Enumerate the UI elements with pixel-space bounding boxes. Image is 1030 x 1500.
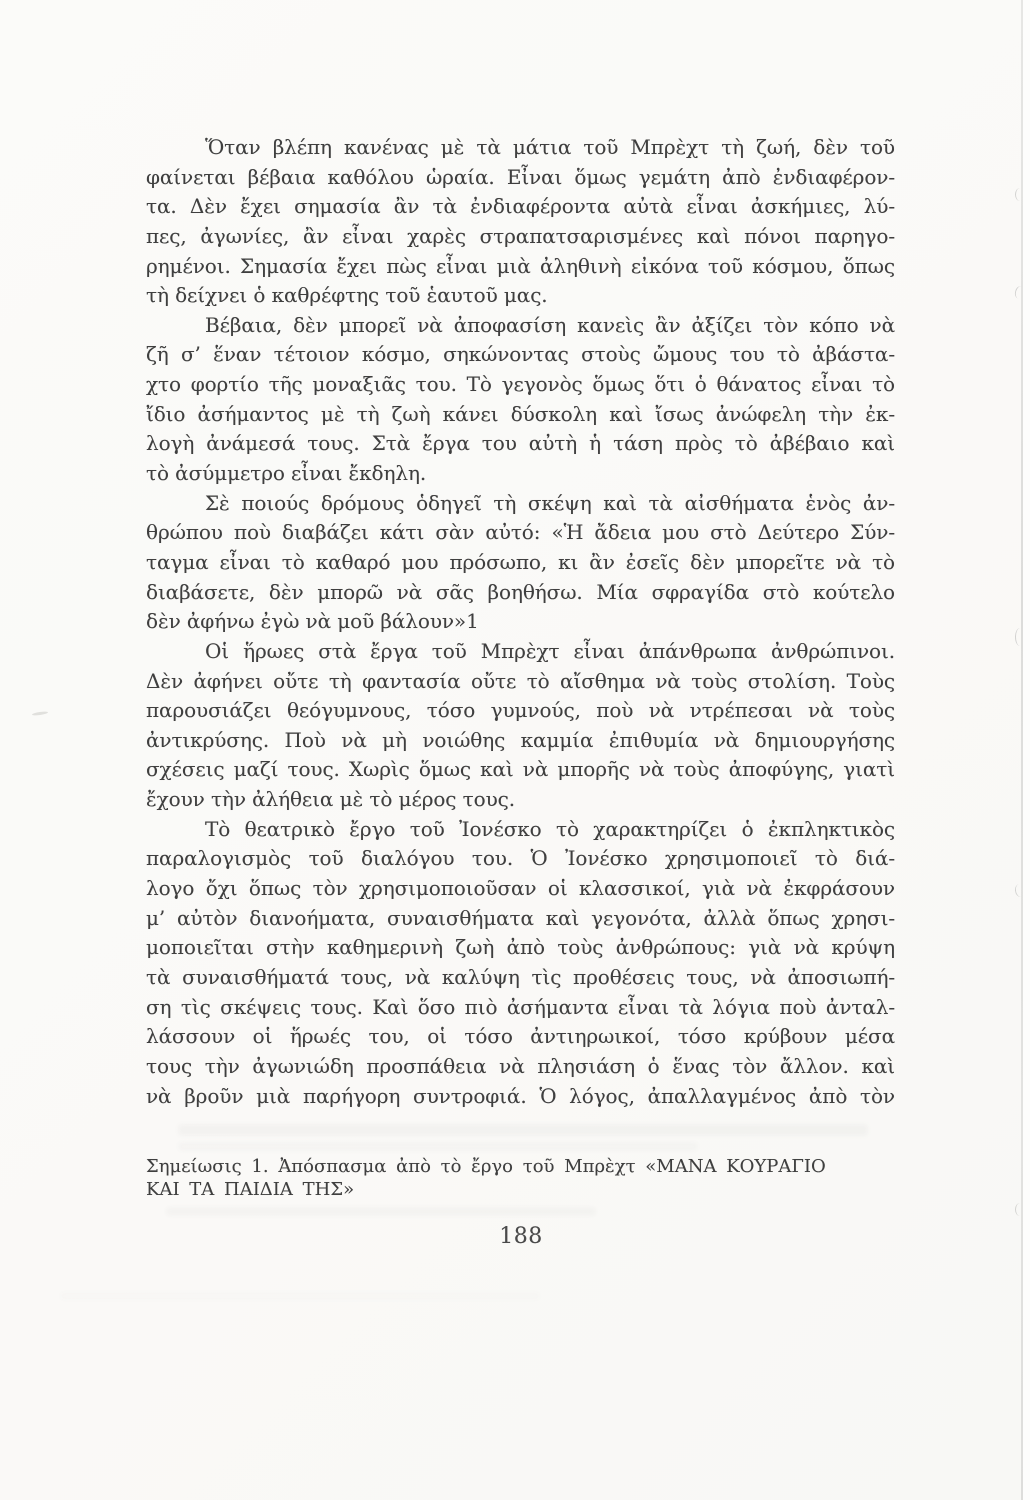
text-line: παρουσιάζει θεόγυμνους, τόσο γυμνούς, ποὺ νὰ ντρέπεσαι νὰ τοὺς (146, 698, 895, 723)
scan-edge-mark (1015, 188, 1025, 201)
text-line: ἴδιο ἀσήμαντος μὲ τὴ ζωὴ κάνει δύσκολη καὶ ἴσως ἀνώφελη τὴν ἐκ- (146, 401, 895, 426)
text-line: ρημένοι. Σημασία ἔχει πὼς εἶναι μιὰ ἀληθινὴ εἰκόνα τοῦ κόσμου, ὅπως (146, 253, 895, 278)
text-line: ζῆ σ’ ἕναν τέτοιον κόσμο, σηκώνοντας στοὺς ὤμους του τὸ ἀβάστα- (146, 342, 895, 367)
text-line: ταγμα εἶναι τὸ καθαρό μου πρόσωπο, κι ἂν ἐσεῖς δὲν μπορεῖτε νὰ τὸ (146, 549, 895, 574)
footnote (146, 1156, 898, 1201)
text-line: λάσσουν οἱ ἥρωές του, οἱ τόσο ἀντιηρωικοί, τόσο κρύβουν μέσα (146, 1024, 895, 1049)
text-line: τα. Δὲν ἔχει σημασία ἂν τὰ ἐνδιαφέροντα αὐτὰ εἶναι ἀσκήμιες, λύ- (146, 194, 895, 219)
text-line: φαίνεται βέβαια καθόλου ὡραία. Εἶναι ὅμως γεμάτη ἀπὸ ἐνδιαφέρον- (146, 164, 895, 189)
text-line: Σὲ ποιούς δρόμους ὁδηγεῖ τὴ σκέψη καὶ τὰ αἰσθήματα ἑνὸς ἀν- (205, 490, 895, 515)
text-line: ἔχουν τὴν ἀλήθεια μὲ τὸ μέρος τους. (146, 787, 515, 812)
text-line: μ’ αὐτὸν διανοήματα, συναισθήματα καὶ γεγονότα, ἀλλὰ ὅπως χρησι- (146, 905, 895, 930)
text-line: λογὴ ἀνάμεσά τους. Στὰ ἔργα του αὐτὴ ἡ τάση πρὸς τὸ ἀβέβαιο καὶ (146, 431, 895, 456)
text-line: δὲν ἀφήνω ἐγὼ νὰ μοῦ βάλουν»1 (146, 609, 479, 634)
ink-bleed-smudge (166, 1207, 596, 1216)
text-line: Οἱ ἥρωες στὰ ἔργα τοῦ Μπρὲχτ εἶναι ἀπάνθρωπα ἀνθρώπινοι. (205, 638, 895, 663)
scan-edge-line (1021, 0, 1023, 1500)
ink-bleed-smudge (178, 1142, 698, 1151)
footnote-line: Σημείωσις 1. Ἀπόσπασμα ἀπὸ τὸ ἔργο τοῦ Μπρὲχτ «ΜΑΝΑ ΚΟΥΡΑΓΙΟ (146, 1156, 826, 1177)
text-line: Τὸ θεατρικὸ ἔργο τοῦ Ἰονέσκο τὸ χαρακτηρίζει ὁ ἐκπληκτικὸς (205, 816, 895, 841)
scan-edge-mark (1015, 628, 1025, 646)
scan-edge-mark (1015, 1203, 1025, 1216)
ink-bleed-smudge (178, 1124, 868, 1136)
body-text (146, 133, 895, 1111)
scan-page-edge (1023, 0, 1030, 1500)
text-line: Βέβαια, δὲν μπορεῖ νὰ ἀποφασίση κανεὶς ἂν ἀξίζει τὸν κόπο νὰ (205, 312, 895, 337)
text-line: παραλογισμὸς τοῦ διαλόγου του. Ὁ Ἰονέσκο χρησιμοποιεῖ τὸ διά- (146, 846, 895, 871)
text-line: τὰ συναισθήματά τους, νὰ καλύψη τὶς προθέσεις τους, νὰ ἀποσιωπή- (146, 964, 895, 989)
text-line: χτο φορτίο τῆς μοναξιᾶς του. Τὸ γεγονὸς ὅμως ὅτι ὁ θάνατος εἶναι τὸ (146, 372, 895, 397)
text-line: πες, ἀγωνίες, ἂν εἶναι χαρὲς στραπατσαρισμένες καὶ πόνοι παρηγο- (146, 223, 895, 248)
text-line: νὰ βροῦν μιὰ παρήγορη συντροφιά. Ὁ λόγος, ἀπαλλαγμένος ἀπὸ τὸν (146, 1083, 895, 1108)
text-line: σχέσεις μαζί τους. Χωρὶς ὅμως καὶ νὰ μπορῆς νὰ τοὺς ἀποφύγης, γιατὶ (146, 757, 895, 782)
text-line: τὴ δείχνει ὁ καθρέφτης τοῦ ἑαυτοῦ μας. (146, 283, 548, 308)
text-line: ση τὶς σκέψεις τους. Καὶ ὅσο πιὸ ἀσήμαντα εἶναι τὰ λόγια ποὺ ἀνταλ- (146, 994, 895, 1019)
text-line: τους τὴν ἀγωνιώδη προσπάθεια νὰ πλησιάση ὁ ἕνας τὸν ἄλλον. καὶ (146, 1053, 895, 1078)
text-line: θρώπου ποὺ διαβάζει κάτι σὰν αὐτό: «Ἡ ἄδεια μου στὸ Δεύτερο Σύν- (146, 520, 895, 545)
text-line: ἀντικρύσης. Ποὺ νὰ μὴ νοιώθης καμμία ἐπιθυμία νὰ δημιουργήσης (146, 727, 895, 752)
footnote-line: ΚΑΙ ΤΑ ΠΑΙΔΙΑ ΤΗΣ» (146, 1178, 355, 1200)
text-line: μοποιεῖται στὴν καθημερινὴ ζωὴ ἀπὸ τοὺς ἀνθρώπους: γιὰ νὰ κρύψη (146, 935, 895, 960)
text-line: διαβάσετε, δὲν μπορῶ νὰ σᾶς βοηθήσω. Μία σφραγίδα στὸ κούτελο (146, 579, 895, 604)
text-line: λογο ὄχι ὅπως τὸν χρησιμοποιοῦσαν οἱ κλασσικοί, γιὰ νὰ ἐκφράσουν (146, 876, 895, 901)
scan-speck (32, 711, 48, 716)
text-line: τὸ ἀσύμμετρο εἶναι ἔκδηλη. (146, 461, 427, 486)
ink-bleed-smudge (60, 1292, 540, 1300)
text-line: Δὲν ἀφήνει οὔτε τὴ φαντασία οὔτε τὸ αἴσθημα νὰ τοὺς στολίση. Τοὺς (146, 668, 895, 693)
text-line: Ὅταν βλέπη κανένας μὲ τὰ μάτια τοῦ Μπρὲχτ τὴ ζωή, δὲν τοῦ (205, 135, 895, 159)
page-number: 188 (499, 1224, 543, 1249)
